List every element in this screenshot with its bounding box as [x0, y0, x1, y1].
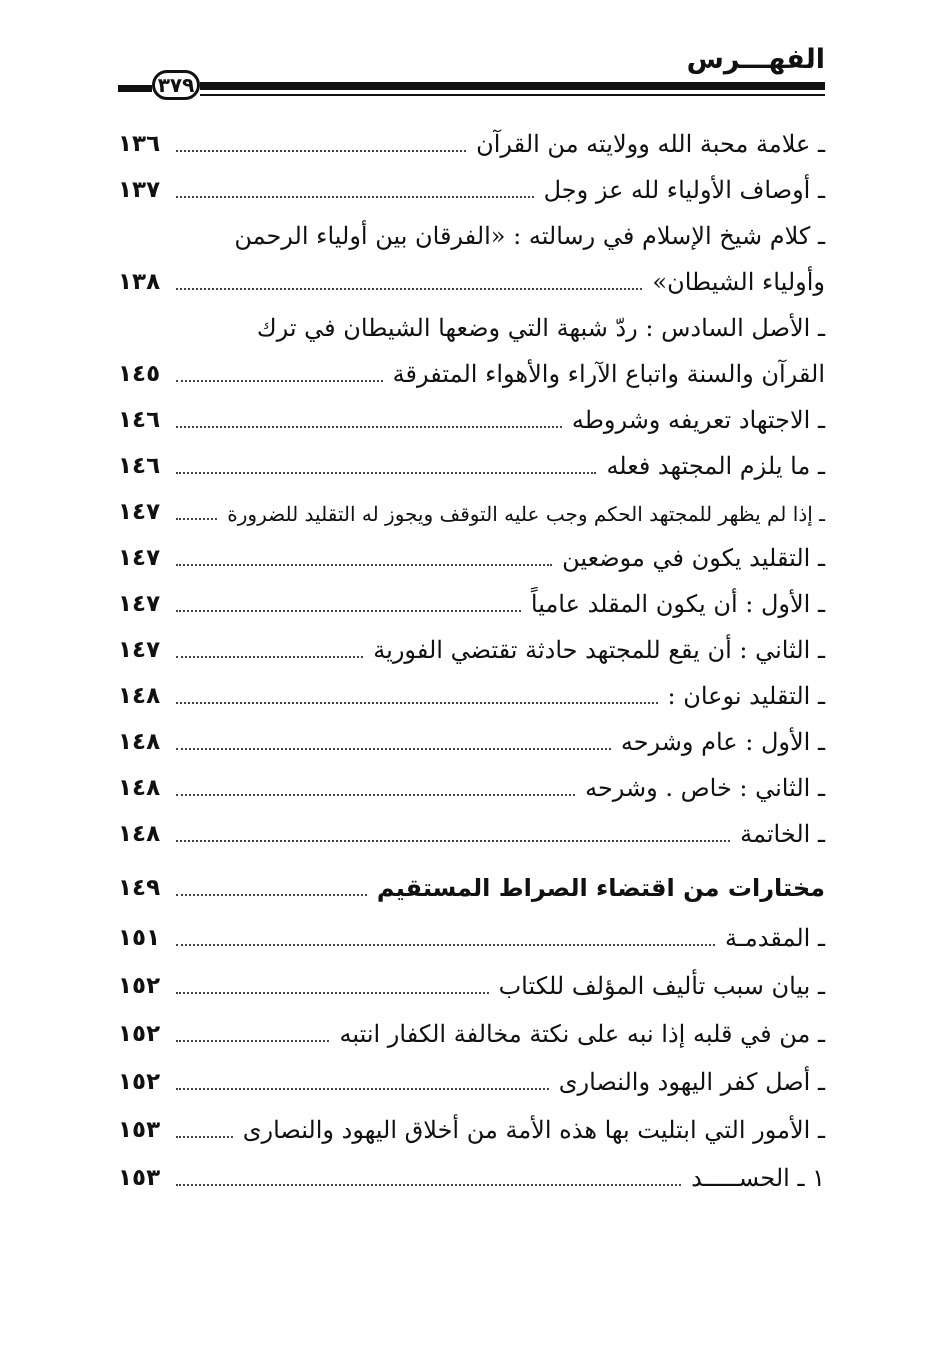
toc-entry [118, 910, 825, 960]
toc-entry-page: ١٣٧ [118, 177, 161, 203]
toc-entry-page: ١٤٧ [118, 545, 161, 571]
toc-entry-title: ـ علامة محبة الله وولايته من القرآن [476, 130, 825, 158]
toc-entry-page: ١٤٧ [118, 637, 161, 663]
dot-leader [176, 991, 489, 994]
running-header-title: الفهـــرس [686, 44, 825, 75]
toc-entry-title: ـ الخاتمة [740, 820, 825, 848]
toc-entry [118, 1008, 825, 1056]
dot-leader [176, 943, 715, 946]
dot-leader [176, 1135, 233, 1138]
toc-entry [118, 534, 825, 580]
toc-entry [118, 442, 825, 488]
toc-entry [118, 672, 825, 718]
dot-leader [176, 563, 552, 566]
toc-entry [118, 718, 825, 764]
toc-entry-page: ١٤٨ [118, 821, 161, 847]
toc-entry-page: ١٥٢ [118, 973, 161, 999]
toc-entry [118, 1152, 825, 1200]
toc-entry-title: ـ الاجتهاد تعريفه وشروطه [571, 406, 825, 434]
toc-entry-page: ١٥٢ [118, 1069, 161, 1095]
dot-leader [176, 1087, 549, 1090]
toc-entry [118, 764, 825, 810]
toc-section-heading [118, 856, 825, 910]
dot-leader [176, 747, 611, 750]
toc-entry-title: ١ ـ الحســـــد [691, 1164, 825, 1192]
toc-entry-title: ـ الأول : عام وشرحه [620, 728, 825, 756]
toc-entry-page: ١٣٨ [118, 269, 161, 295]
toc-entry-title: ـ كلام شيخ الإسلام في رسالته : «الفرقان بين أولياء الرحمن [234, 222, 825, 250]
toc-entry-title: مختارات من اقتضاء الصراط المستقيم [376, 874, 825, 902]
toc-entry [118, 810, 825, 856]
dot-leader [176, 1183, 681, 1186]
toc-entry-title: ـ إذا لم يظهر للمجتهد الحكم وجب عليه التوقف ويجوز له التقليد للضرورة [227, 502, 825, 526]
toc-entry-title: ـ من في قلبه إذا نبه على نكتة مخالفة الكفار انتبه [339, 1020, 825, 1048]
dot-leader [176, 793, 575, 796]
toc-entry-title: ـ الأول : أن يكون المقلد عامياً [530, 590, 825, 618]
toc-entry-title: ـ التقليد يكون في موضعين [562, 544, 825, 572]
toc-entry [118, 960, 825, 1008]
toc-entry-page: ١٤٧ [118, 499, 161, 525]
dot-leader [176, 287, 642, 290]
toc-entry [118, 304, 825, 348]
toc-entry-title: ـ الأصل السادس : ردّ شبهة التي وضعها الشيطان في ترك [256, 314, 825, 342]
toc-entry [118, 1056, 825, 1104]
toc-entry [118, 396, 825, 442]
toc-entry [118, 626, 825, 672]
toc-entry [118, 580, 825, 626]
toc-entry [118, 1104, 825, 1152]
toc-entry [118, 488, 825, 534]
toc-entry [118, 166, 825, 212]
toc-entry [118, 212, 825, 256]
toc-entry-page: ١٤٧ [118, 591, 161, 617]
toc-entry-page: ١٤٦ [118, 407, 161, 433]
toc-entry-page: ١٤٥ [118, 361, 161, 387]
dot-leader [176, 425, 562, 428]
toc-entry-title: ـ بيان سبب تأليف المؤلف للكتاب [498, 972, 825, 1000]
toc-entry-title: ـ التقليد نوعان : [667, 682, 825, 710]
toc-entry [118, 348, 825, 396]
toc-entry-page: ١٥٢ [118, 1021, 161, 1047]
toc-entry-title: ـ الأمور التي ابتليت بها هذه الأمة من أخلاق اليهود والنصارى [242, 1116, 825, 1144]
toc-entry-page: ١٤٨ [118, 775, 161, 801]
toc-entry [118, 256, 825, 304]
toc-entry-page: ١٣٦ [118, 131, 161, 157]
table-of-contents [118, 120, 825, 1200]
toc-entry-page: ١٤٩ [118, 875, 161, 901]
toc-entry-title: ـ ما يلزم المجتهد فعله [606, 452, 825, 480]
toc-entry-title: ـ المقدمـة [724, 924, 825, 952]
toc-entry-title: ـ الثاني : خاص . وشرحه [585, 774, 825, 802]
dot-leader [176, 1039, 329, 1042]
dot-leader [176, 893, 367, 896]
header-rule-short [118, 85, 152, 92]
header-rule [200, 82, 825, 90]
toc-entry [118, 120, 825, 166]
toc-entry-page: ١٤٨ [118, 683, 161, 709]
toc-entry-title: وأولياء الشيطان» [652, 268, 825, 296]
dot-leader [176, 149, 466, 152]
dot-leader [176, 609, 521, 612]
toc-entry-title: ـ أوصاف الأولياء لله عز وجل [543, 176, 825, 204]
toc-entry-page: ١٥١ [118, 925, 161, 951]
dot-leader [176, 655, 363, 658]
dot-leader [176, 701, 658, 704]
dot-leader [176, 471, 596, 474]
toc-entry-page: ١٥٣ [118, 1165, 161, 1191]
header-rule-thin [200, 94, 825, 96]
toc-entry-title: القرآن والسنة واتباع الآراء والأهواء المتفرقة [392, 360, 825, 388]
toc-entry-page: ١٤٨ [118, 729, 161, 755]
dot-leader [176, 517, 217, 520]
toc-entry-title: ـ أصل كفر اليهود والنصارى [558, 1068, 825, 1096]
toc-entry-title: ـ الثاني : أن يقع للمجتهد حادثة تقتضي الفورية [373, 636, 825, 664]
toc-entry-page: ١٤٦ [118, 453, 161, 479]
dot-leader [176, 839, 730, 842]
dot-leader [176, 195, 534, 198]
page-number-badge: ٣٧٩ [152, 70, 200, 100]
dot-leader [176, 379, 383, 382]
toc-entry-page: ١٥٣ [118, 1117, 161, 1143]
